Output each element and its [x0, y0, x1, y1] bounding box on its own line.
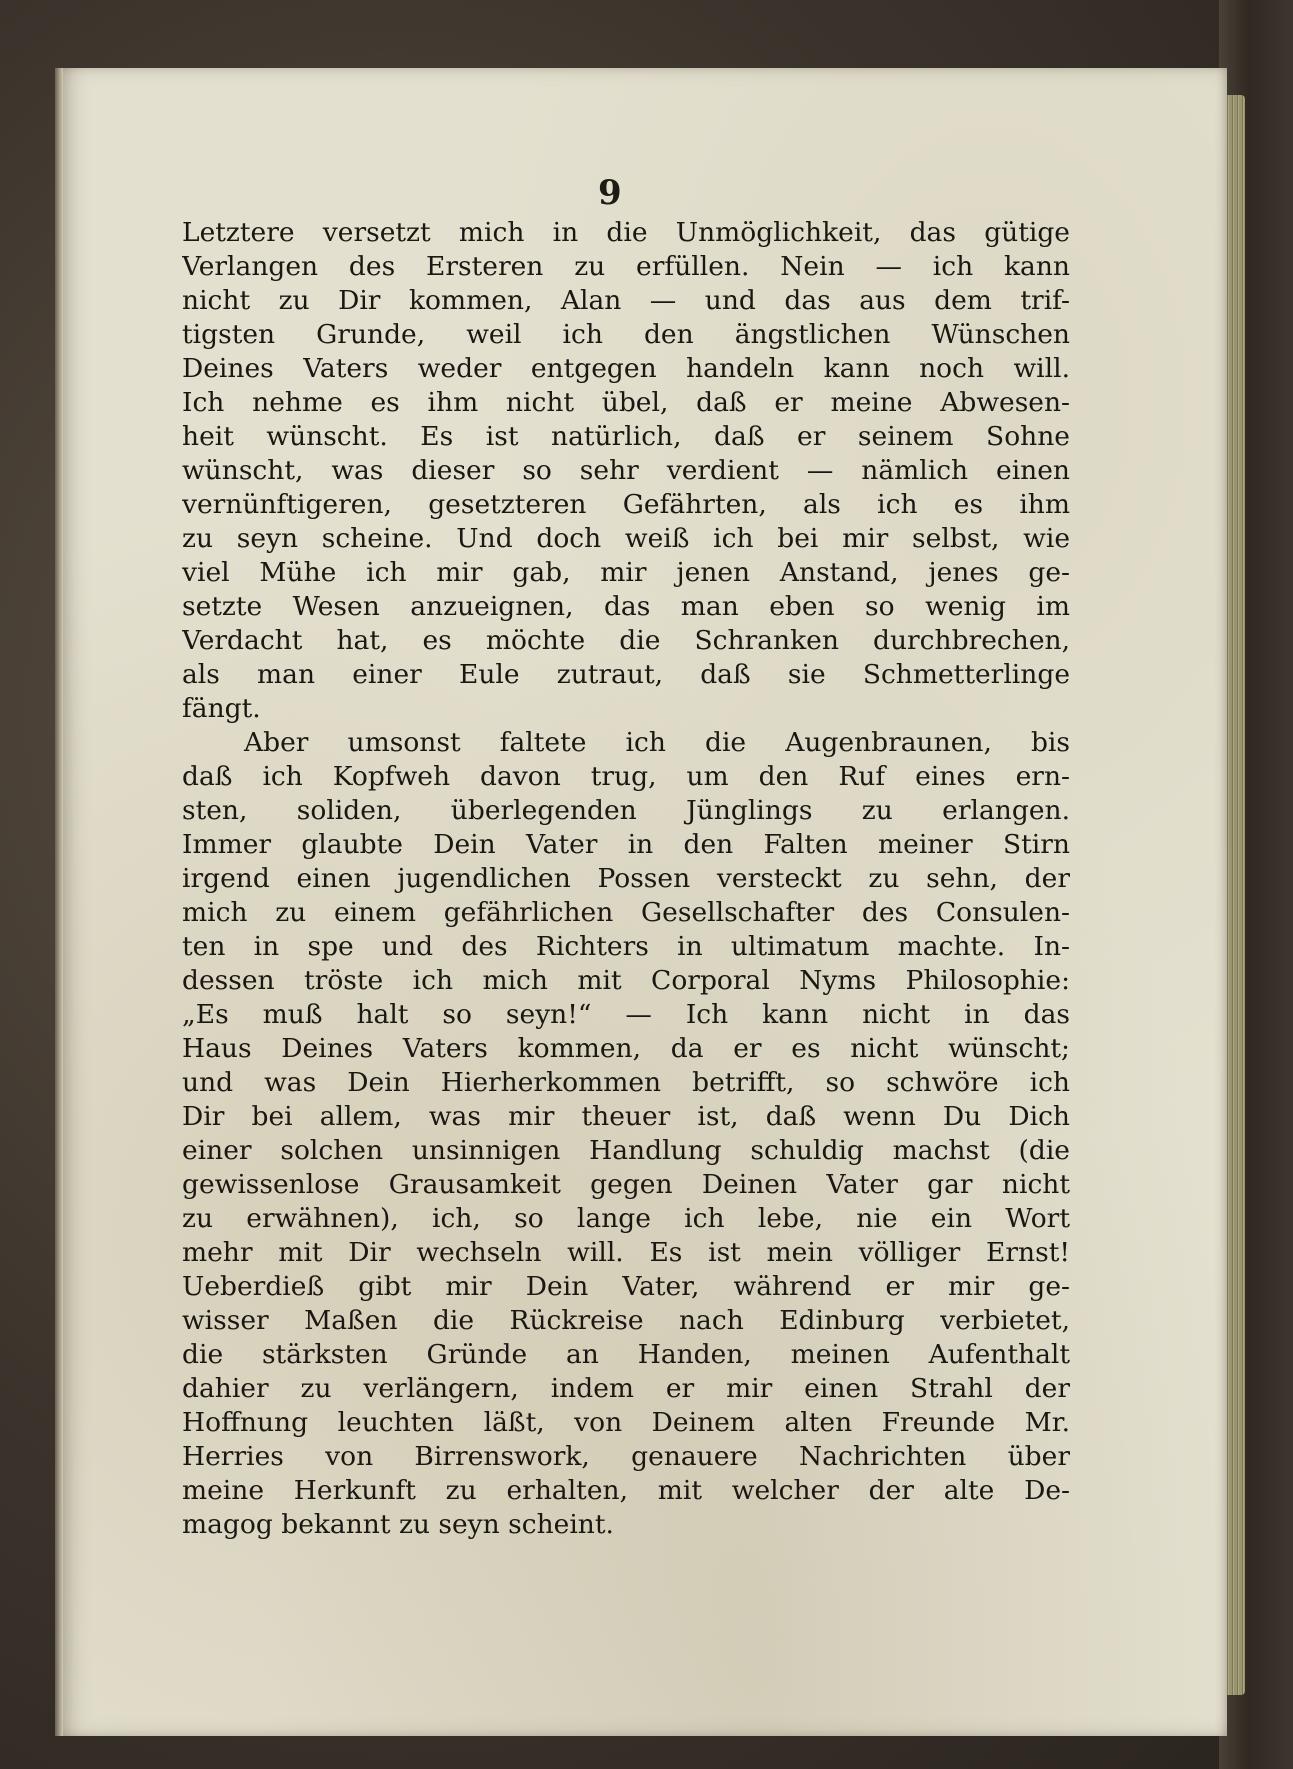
- page-number: 9: [598, 173, 622, 213]
- text-line: Ueberdieß gibt mir Dein Vater, während er mir ge-: [182, 1271, 1070, 1302]
- text-line: vernünftigeren, gesetzteren Gefährten, als ich es ihm: [182, 489, 1070, 520]
- text-line: setzte Wesen anzueignen, das man eben so wenig im: [182, 591, 1070, 622]
- book-page: [55, 68, 1227, 1736]
- text-line: nicht zu Dir kommen, Alan — und das aus dem trif-: [182, 285, 1070, 316]
- text-line: heit wünscht. Es ist natürlich, daß er seinem Sohne: [182, 421, 1070, 452]
- text-line: Deines Vaters weder entgegen handeln kann noch will.: [182, 353, 1070, 384]
- text-line: dahier zu verlängern, indem er mir einen Strahl der: [182, 1373, 1070, 1404]
- text-line: fängt.: [182, 693, 261, 724]
- text-line: Ich nehme es ihm nicht übel, daß er meine Abwesen-: [182, 387, 1070, 418]
- text-line: mich zu einem gefährlichen Gesellschafter des Consulen-: [182, 897, 1070, 928]
- text-line: viel Mühe ich mir gab, mir jenen Anstand, jenes ge-: [182, 557, 1070, 588]
- text-line: als man einer Eule zutraut, daß sie Schmetterlinge: [182, 659, 1070, 690]
- text-line: Herries von Birrenswork, genauere Nachrichten über: [182, 1441, 1070, 1472]
- text-line: tigsten Grunde, weil ich den ängstlichen Wünschen: [182, 319, 1070, 350]
- text-line: Verdacht hat, es möchte die Schranken durchbrechen,: [182, 625, 1070, 656]
- text-line: sten, soliden, überlegenden Jünglings zu erlangen.: [182, 795, 1070, 826]
- text-line: meine Herkunft zu erhalten, mit welcher der alte De-: [182, 1475, 1070, 1506]
- text-line: gewissenlose Grausamkeit gegen Deinen Vater gar nicht: [182, 1169, 1070, 1200]
- text-line: Letztere versetzt mich in die Unmöglichkeit, das gütige: [182, 217, 1070, 248]
- text-line: daß ich Kopfweh davon trug, um den Ruf eines ern-: [182, 761, 1070, 792]
- text-line: Haus Deines Vaters kommen, da er es nicht wünscht;: [182, 1033, 1070, 1064]
- text-block: [182, 216, 1070, 1542]
- text-line: Immer glaubte Dein Vater in den Falten meiner Stirn: [182, 829, 1070, 860]
- paragraph: [182, 726, 1070, 1542]
- text-line: Aber umsonst faltete ich die Augenbraunen, bis: [244, 727, 1070, 758]
- text-line: ten in spe und des Richters in ultimatum machte. In-: [182, 931, 1070, 962]
- text-line: zu erwähnen), ich, so lange ich lebe, nie ein Wort: [182, 1203, 1070, 1234]
- text-line: die stärksten Gründe an Handen, meinen Aufenthalt: [182, 1339, 1070, 1370]
- text-line: Hoffnung leuchten läßt, von Deinem alten Freunde Mr.: [182, 1407, 1070, 1438]
- text-line: einer solchen unsinnigen Handlung schuldig machst (die: [182, 1135, 1070, 1166]
- page-gutter: [55, 68, 63, 1736]
- text-line: und was Dein Hierherkommen betrifft, so schwöre ich: [182, 1067, 1070, 1098]
- text-line: wisser Maßen die Rückreise nach Edinburg verbietet,: [182, 1305, 1070, 1336]
- text-line: zu seyn scheine. Und doch weiß ich bei mir selbst, wie: [182, 523, 1070, 554]
- text-line: Dir bei allem, was mir theuer ist, daß wenn Du Dich: [182, 1101, 1070, 1132]
- text-line: wünscht, was dieser so sehr verdient — nämlich einen: [182, 455, 1070, 486]
- text-line: „Es muß halt so seyn!“ — Ich kann nicht in das: [182, 999, 1070, 1030]
- text-line: irgend einen jugendlichen Possen versteckt zu sehn, der: [182, 863, 1070, 894]
- text-line: mehr mit Dir wechseln will. Es ist mein völliger Ernst!: [182, 1237, 1070, 1268]
- text-line: dessen tröste ich mich mit Corporal Nyms Philosophie:: [182, 965, 1070, 996]
- text-line: magog bekannt zu seyn scheint.: [182, 1509, 614, 1540]
- text-line: Verlangen des Ersteren zu erfüllen. Nein — ich kann: [182, 251, 1070, 282]
- paragraph: [182, 216, 1070, 726]
